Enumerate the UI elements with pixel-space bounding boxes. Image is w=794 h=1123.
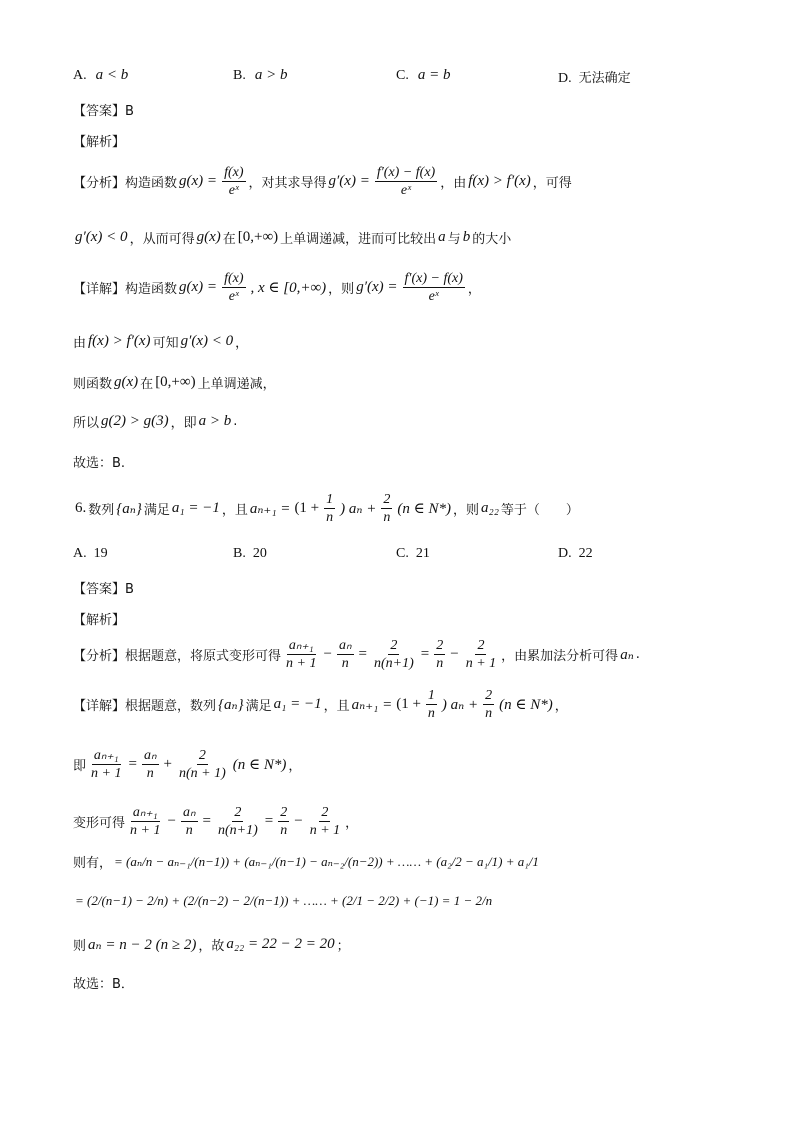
q5-analysis-tag (73, 131, 125, 150)
math: − (294, 813, 303, 830)
denominator: n + 1 (309, 823, 341, 839)
denominator: eˣ (400, 183, 412, 199)
numerator: 2 (278, 805, 289, 822)
text: ，可得 (532, 176, 572, 192)
text: ； (336, 939, 350, 954)
denominator: n (485, 706, 493, 722)
q5-fenxi-line (73, 165, 572, 199)
xiangjie-tag: 【详解】 (73, 282, 126, 298)
numerator: 2 (434, 638, 445, 655)
numerator: 2 (232, 805, 243, 822)
fraction (375, 165, 437, 199)
text: 等于（ ） (500, 503, 579, 519)
text: 则 (73, 939, 87, 954)
math: a (438, 229, 446, 245)
question-number: 6. (75, 500, 87, 517)
text: 所以 (73, 416, 100, 431)
denominator: n(n+1) (374, 656, 414, 672)
numerator: 2 (319, 805, 330, 822)
denominator: n (436, 656, 444, 672)
denominator: n(n + 1) (178, 766, 226, 782)
denominator: n (146, 766, 154, 782)
math: (n ∈ N*) (397, 501, 451, 518)
math: g′(x) < 0 (75, 229, 128, 245)
option-text: a = b (417, 67, 451, 83)
text: 构造函数 (125, 282, 178, 298)
math: a > b (198, 413, 232, 429)
text: ，故 (198, 939, 225, 954)
q5-option-c (396, 67, 452, 84)
math: = (202, 813, 211, 830)
fraction (181, 805, 198, 839)
fraction (222, 271, 245, 305)
fraction (434, 638, 445, 672)
option-label: D. (558, 71, 572, 86)
denominator: eˣ (228, 183, 239, 199)
denominator: n (427, 706, 435, 722)
fraction (216, 805, 260, 839)
math: g′(x) = (356, 279, 398, 296)
choose-text: 故选：B． (73, 977, 134, 992)
math: g(x) (196, 229, 221, 245)
text: 由 (73, 336, 87, 351)
denominator: n + 1 (465, 656, 497, 672)
fenxi-tag: 【分析】 (73, 176, 126, 192)
text: ，且 (323, 699, 350, 715)
text: ，则 (328, 282, 355, 298)
math: (1 + (396, 696, 421, 713)
text: ，且 (221, 503, 248, 519)
text: 则函数 (73, 377, 113, 392)
fraction (177, 748, 228, 782)
math: a₂₂ (480, 500, 499, 517)
fraction (284, 638, 318, 672)
numerator: f′(x) − f(x) (403, 271, 465, 288)
denominator: n(n+1) (217, 823, 258, 839)
q5-option-d (558, 67, 631, 87)
denominator: n + 1 (130, 823, 161, 839)
numerator: aₙ₊₁ (287, 638, 316, 655)
fraction (222, 165, 245, 199)
math: (1 + (294, 500, 320, 517)
numerator: aₙ₊₁ (92, 748, 121, 765)
math: (n ∈ N*) (232, 757, 287, 774)
fraction (372, 638, 416, 672)
option-label: A. (73, 68, 87, 83)
math: aₙ (620, 647, 634, 664)
text: 构造函数 (125, 176, 178, 192)
math: aₙ₊₁ = (249, 501, 291, 518)
text: 的大小 (472, 232, 512, 247)
text: 根据题意，数列 (125, 699, 217, 715)
text: ， (345, 816, 359, 832)
text: ，由 (440, 176, 467, 192)
option-label: A. (73, 546, 87, 561)
q6-line2 (73, 748, 301, 782)
math: f(x) > f′(x) (468, 173, 531, 190)
text: ， (467, 282, 481, 298)
q6-line5 (73, 893, 494, 909)
numerator: f′(x) − f(x) (375, 165, 437, 182)
denominator: eˣ (228, 289, 239, 305)
numerator: 1 (324, 492, 335, 509)
math: f(x) > f′(x) (88, 333, 151, 349)
option-text: 22 (578, 546, 593, 561)
text: ， (554, 699, 568, 715)
option-label: C. (396, 546, 409, 561)
text: 可知 (152, 336, 179, 351)
math: g(x) (114, 374, 139, 390)
q6-line6 (73, 935, 350, 954)
denominator: n + 1 (286, 656, 317, 672)
q6-option-b (233, 546, 267, 562)
text: 与 (447, 232, 461, 247)
q6-line4 (73, 852, 541, 871)
fraction (426, 688, 437, 722)
fraction (278, 805, 289, 839)
fraction (324, 492, 335, 526)
fraction (89, 748, 123, 782)
math: − (323, 646, 332, 663)
q5-xiangjie-line (73, 271, 481, 305)
q6-choose (73, 973, 134, 992)
math: aₙ = n − 2 (n ≥ 2) (88, 937, 197, 953)
numerator: f(x) (222, 165, 245, 182)
numerator: aₙ₊₁ (131, 805, 160, 822)
answer-tag: 【答案】B (73, 582, 134, 597)
text: ，则 (452, 503, 479, 519)
text: ，即 (170, 416, 197, 431)
numerator: 2 (388, 638, 399, 655)
text: 在 (222, 232, 236, 247)
math: = (2/(n−1) − 2/n) + (2/(n−2) − 2/(n−1)) + …… + (2/1 − 2/2) + (−1) = 1 − 2/n (75, 893, 493, 908)
denominator: n (280, 823, 288, 839)
text: ， (235, 336, 249, 351)
fraction (337, 638, 354, 672)
math: g(x) = (179, 279, 218, 296)
fraction (128, 805, 162, 839)
numerator: 2 (483, 688, 494, 705)
fraction (403, 271, 465, 305)
math: ) aₙ + (340, 501, 377, 518)
option-label: B. (233, 68, 246, 83)
numerator: aₙ (142, 748, 159, 765)
text: 数列 (88, 503, 115, 519)
math: − (167, 813, 176, 830)
text: 根据题意，将原式变形可得 (125, 649, 282, 665)
fraction (308, 805, 342, 839)
math: g′(x) < 0 (180, 333, 234, 349)
math: ) aₙ + (441, 697, 479, 714)
text: ，对其求导得 (248, 176, 327, 192)
text: 在 (140, 377, 154, 392)
text: 上单调递减， (197, 377, 276, 392)
denominator: eˣ (428, 289, 439, 305)
q5-option-b (233, 67, 289, 84)
math: + (163, 756, 172, 773)
q6-answer (73, 578, 134, 597)
text: ， (288, 759, 302, 775)
text: ，从而可得 (129, 232, 195, 247)
fraction (142, 748, 159, 782)
numerator: 2 (197, 748, 208, 765)
q5-line5 (73, 412, 237, 431)
q6-line3 (73, 805, 358, 839)
answer-tag: 【答案】B (73, 104, 134, 119)
math: , x ∈ [0,+∞) (250, 280, 327, 297)
math: (n ∈ N*) (499, 697, 553, 714)
choose-text: 故选：B. (73, 456, 126, 471)
math: a₁ = −1 (273, 696, 322, 713)
text: ，由累加法分析可得 (501, 649, 619, 665)
q6-option-a (73, 546, 108, 562)
math: = (aₙ/n − aₙ₋₁/(n−1)) + (aₙ₋₁/(n−1) − aₙ₋₂/(n−2)) + …… + (a₂/2 − a₁/1) + a₁/1 (114, 853, 539, 869)
q5-option-a (73, 67, 130, 84)
option-text: 19 (93, 546, 108, 561)
denominator: n + 1 (91, 766, 122, 782)
text: . (635, 647, 640, 663)
q5-line3 (73, 332, 248, 351)
numerator: aₙ (337, 638, 354, 655)
numerator: 1 (426, 688, 437, 705)
denominator: n (326, 510, 334, 526)
option-text: a > b (254, 67, 288, 83)
math: [0,+∞) (237, 229, 279, 245)
q5-fenxi-line2 (73, 228, 511, 247)
q6-analysis-tag (73, 609, 125, 628)
math: g(x) = (179, 173, 218, 190)
q5-choose (73, 452, 125, 471)
math: = (358, 646, 367, 663)
option-text: 无法确定 (578, 71, 631, 86)
option-label: B. (233, 546, 246, 561)
numerator: 2 (381, 492, 392, 509)
q6-option-d (558, 546, 593, 562)
math: b (462, 229, 471, 245)
math: = (420, 646, 430, 663)
math: a₂₂ = 22 − 2 = 20 (226, 936, 335, 952)
analysis-tag: 【解析】 (73, 613, 126, 628)
xiangjie-tag: 【详解】 (73, 699, 126, 715)
fraction (483, 688, 494, 722)
math: [0,+∞) (155, 374, 196, 390)
text: 变形可得 (73, 816, 126, 832)
math: − (450, 646, 459, 663)
math: a₁ = −1 (171, 500, 220, 517)
math: = (264, 813, 274, 830)
math: {aₙ} (218, 697, 244, 714)
option-label: D. (558, 546, 572, 561)
denominator: n (383, 510, 391, 526)
numerator: 2 (475, 638, 486, 655)
denominator: n (185, 823, 193, 839)
text: . (233, 414, 238, 429)
math: = (128, 756, 137, 773)
option-text: 20 (252, 546, 267, 561)
numerator: aₙ (181, 805, 198, 822)
fraction (381, 492, 392, 526)
math: g′(x) = (328, 173, 370, 190)
q6-xiangjie-line (73, 688, 568, 722)
text: 满足 (143, 503, 170, 519)
q6-stem (73, 492, 579, 526)
math: aₙ₊₁ = (351, 697, 393, 714)
option-text: 21 (415, 546, 430, 561)
text: 即 (73, 759, 87, 775)
q6-fenxi-line (73, 638, 640, 672)
numerator: f(x) (222, 271, 245, 288)
math: g(2) > g(3) (101, 413, 169, 429)
text: 满足 (245, 699, 272, 715)
denominator: n (341, 656, 349, 672)
option-text: a < b (95, 67, 129, 83)
q5-line4 (73, 373, 276, 392)
fenxi-tag: 【分析】 (73, 649, 126, 665)
option-label: C. (396, 68, 409, 83)
q6-option-c (396, 546, 430, 562)
text: 上单调递减，进而可比较出 (280, 232, 437, 247)
q5-answer (73, 100, 134, 119)
text: 则有， (73, 856, 113, 871)
analysis-tag: 【解析】 (73, 135, 126, 150)
fraction (464, 638, 498, 672)
math: {aₙ} (116, 501, 142, 518)
